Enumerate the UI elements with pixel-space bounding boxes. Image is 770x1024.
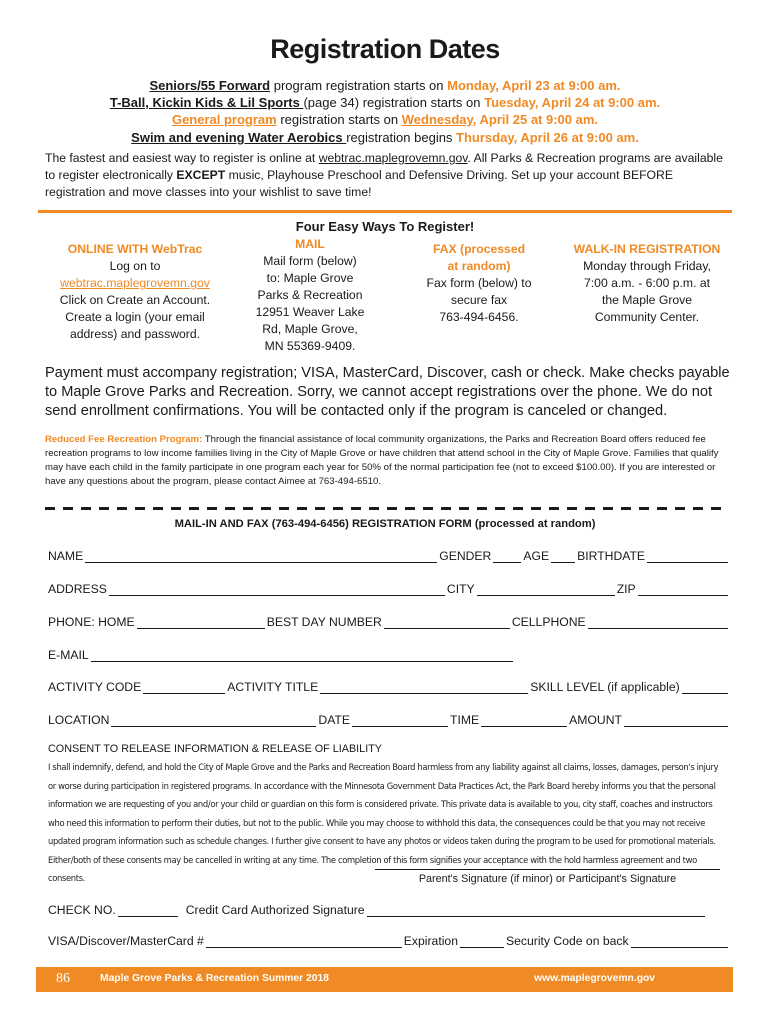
page-footer — [36, 967, 733, 992]
age-label: AGE — [523, 549, 550, 563]
intro-text: . All Parks & Recreation programs are available to register electronically — [45, 151, 723, 182]
date-field[interactable] — [352, 714, 448, 727]
security-code-label: Security Code on back — [505, 934, 629, 948]
way-text: Fax form (below) to — [426, 276, 532, 290]
skill-level-label: SKILL LEVEL (if applicable) — [530, 680, 680, 694]
form-row-location — [48, 709, 728, 727]
way-text: Click on Create an Account. — [59, 293, 211, 307]
registration-text: registration starts on — [276, 112, 402, 127]
activity-code-label: ACTIVITY CODE — [48, 680, 142, 694]
check-no-label: CHECK NO. — [48, 903, 116, 917]
zip-field[interactable] — [638, 583, 728, 596]
way-text: 763-494-6456. — [439, 310, 519, 324]
page-title: Registration Dates — [270, 34, 500, 64]
registration-day: Wednesday — [401, 112, 473, 127]
skill-level-field[interactable] — [682, 681, 728, 694]
section-divider — [38, 210, 732, 213]
webtrac-link[interactable]: webtrac.maplegrovemn.gov — [60, 276, 210, 290]
signature-field[interactable] — [375, 869, 720, 870]
way-walkin — [562, 241, 732, 326]
age-field[interactable] — [551, 550, 575, 563]
registration-text: registration begins — [346, 130, 457, 145]
name-field[interactable] — [85, 550, 437, 563]
reduced-fee-label: Reduced Fee Recreation Program: — [45, 434, 203, 445]
best-day-label: BEST DAY NUMBER — [266, 615, 382, 629]
program-name: Swim and evening Water Aerobics — [131, 130, 347, 145]
cellphone-label: CELLPHONE — [511, 615, 586, 629]
registration-line-swim — [0, 130, 770, 146]
registration-date: Thursday, April 26 at 9:00 am. — [456, 130, 639, 145]
registration-date: Tuesday, April 24 at 9:00 am. — [484, 95, 661, 110]
way-text: 12951 Weaver Lake — [255, 305, 365, 319]
registration-text: (page 34) registration starts on — [303, 95, 485, 110]
payment-notice: Payment must accompany registration; VISA, MasterCard, Discover, cash or check. Make checks payable to Maple Grove Parks and Recreation. Sorry, we cannot accept registrations over the phone. We do not send enrollment confirmations. You will be contacted only if the program is canceled or changed. — [45, 365, 730, 419]
form-title: MAIL-IN AND FAX (763-494-6456) REGISTRATION FORM (processed at random) — [174, 518, 596, 530]
amount-label: AMOUNT — [569, 713, 622, 727]
way-text: MN 55369-9409. — [264, 339, 356, 353]
reduced-fee-paragraph — [45, 433, 735, 489]
way-heading: FAX (processed — [432, 242, 526, 256]
cut-line — [45, 507, 725, 510]
location-field[interactable] — [111, 714, 316, 727]
form-row-email — [48, 644, 728, 662]
time-label: TIME — [450, 713, 480, 727]
way-text: 7:00 a.m. - 6:00 p.m. at — [584, 276, 710, 290]
expiration-field[interactable] — [460, 935, 504, 948]
way-text: Create a login (your email — [65, 310, 205, 324]
consent-title: CONSENT TO RELEASE INFORMATION & RELEASE OF LIABILITY — [48, 743, 382, 755]
registration-line-tball — [0, 95, 770, 111]
form-row-address — [48, 578, 728, 596]
activity-title-label: ACTIVITY TITLE — [227, 680, 319, 694]
form-row-activity — [48, 676, 728, 694]
form-row-name — [48, 545, 728, 563]
cc-signature-field[interactable] — [367, 904, 705, 917]
way-heading: at random) — [447, 259, 511, 273]
signature-label: Parent's Signature (if minor) or Participant's Signature — [418, 873, 677, 885]
way-text: the Maple Grove — [601, 293, 693, 307]
intro-text: music, Playhouse Preschool and Defensive Driving. Set up your account BEFORE registration and move classes into your wishlist to save time! — [45, 168, 673, 199]
email-label: E-MAIL — [48, 648, 89, 662]
phone-home-label: PHONE: HOME — [48, 615, 135, 629]
way-online — [40, 241, 230, 343]
registration-date: , April 25 at 9:00 am. — [472, 112, 599, 127]
way-mail — [230, 236, 390, 355]
card-number-field[interactable] — [206, 935, 402, 948]
way-text: Parks & Recreation — [257, 288, 363, 302]
cc-signature-label: Credit Card Authorized Signature — [185, 903, 365, 917]
way-heading: MAIL — [295, 237, 325, 251]
registration-line-seniors — [0, 78, 770, 94]
way-fax — [404, 241, 554, 326]
registration-line-general — [0, 112, 770, 128]
date-label: DATE — [318, 713, 351, 727]
zip-label: ZIP — [616, 582, 636, 596]
way-heading: ONLINE WITH WebTrac — [67, 242, 203, 256]
city-field[interactable] — [477, 583, 615, 596]
page-number: 86 — [56, 971, 70, 986]
birthdate-label: BIRTHDATE — [577, 549, 646, 563]
way-text: Monday through Friday, — [583, 259, 711, 273]
intro-except: EXCEPT — [176, 168, 226, 182]
location-label: LOCATION — [48, 713, 110, 727]
activity-code-field[interactable] — [143, 681, 225, 694]
way-text: Community Center. — [594, 310, 700, 324]
way-text: to: Maple Grove — [266, 271, 354, 285]
card-type-label: VISA/Discover/MasterCard # — [48, 934, 204, 948]
address-field[interactable] — [109, 583, 445, 596]
birthdate-field[interactable] — [647, 550, 728, 563]
security-code-field[interactable] — [631, 935, 728, 948]
way-text: address) and password. — [69, 327, 201, 341]
way-text: Rd, Maple Grove, — [262, 322, 358, 336]
time-field[interactable] — [481, 714, 567, 727]
email-field[interactable] — [91, 649, 513, 662]
program-name: Seniors/55 Forward — [149, 78, 271, 93]
expiration-label: Expiration — [403, 934, 458, 948]
program-name: T-Ball, Kickin Kids & Lil Sports — [109, 95, 304, 110]
gender-label: GENDER — [439, 549, 492, 563]
form-row-phone — [48, 611, 728, 629]
best-day-field[interactable] — [384, 616, 510, 629]
check-no-field[interactable] — [118, 904, 178, 917]
consent-body: I shall indemnify, defend, and hold the City of Maple Grove and the Parks and Recreation Board harmless from any liability against all claims, losses, damages, person's injury or worse during participation in registered programs. In accordance with the Minnesota Government Data Practices Act, the Park Board hereby informs you that the personal information we are requesting of you and/or your child or guardian on this form is considered private. This private data is available to you, city staff, coaches and instructors who need this information to perform their duties, but not to the public. While you may choose to withhold this data, the consequences could be that you may not receive updated program information such as schedule changes. I further give consent to have any photos or videos taken during the program to be used for promotional materials. Either/both of these consents may be cancelled in writing at any time. The completion of this form signifies your acceptance with the hold harmless agreement and two consents. — [48, 762, 719, 883]
activity-title-field[interactable] — [320, 681, 528, 694]
cellphone-field[interactable] — [588, 616, 728, 629]
gender-field[interactable] — [493, 550, 521, 563]
registration-date: Monday, April 23 at 9:00 am. — [447, 78, 621, 93]
registration-text: program registration starts on — [270, 78, 448, 93]
address-label: ADDRESS — [48, 582, 107, 596]
way-heading: WALK-IN REGISTRATION — [573, 242, 721, 256]
name-label: NAME — [48, 549, 84, 563]
way-text: Mail form (below) — [263, 254, 357, 268]
city-label: CITY — [446, 582, 475, 596]
way-text: secure fax — [450, 293, 508, 307]
program-name: General program — [171, 112, 277, 127]
form-row-check — [48, 899, 728, 917]
amount-field[interactable] — [624, 714, 728, 727]
intro-paragraph — [45, 150, 735, 201]
form-row-card — [48, 930, 728, 948]
intro-text: The fastest and easiest way to register is online at — [45, 151, 319, 165]
webtrac-link[interactable]: webtrac.maplegrovemn.gov — [318, 151, 468, 165]
publication-name: Maple Grove Parks & Recreation Summer 2018 — [100, 973, 329, 984]
way-text: Log on to — [109, 259, 161, 273]
four-ways-title: Four Easy Ways To Register! — [295, 219, 475, 234]
website-link[interactable]: www.maplegrovemn.gov — [534, 973, 655, 984]
reduced-fee-text: Through the financial assistance of local community organizations, the Parks and Recreation Board offers reduced fee recreation programs to low income families living in the City of Maple Grove or have children that attend school in the City of Maple Grove. Families that qualify may have each child in the family participate in one program each year for 50% of the normal participation fee (not to exceed $100.00). If you are interested or have any questions about the program, please contact Aimee at 763-494-6510. — [45, 434, 719, 487]
phone-home-field[interactable] — [137, 616, 265, 629]
